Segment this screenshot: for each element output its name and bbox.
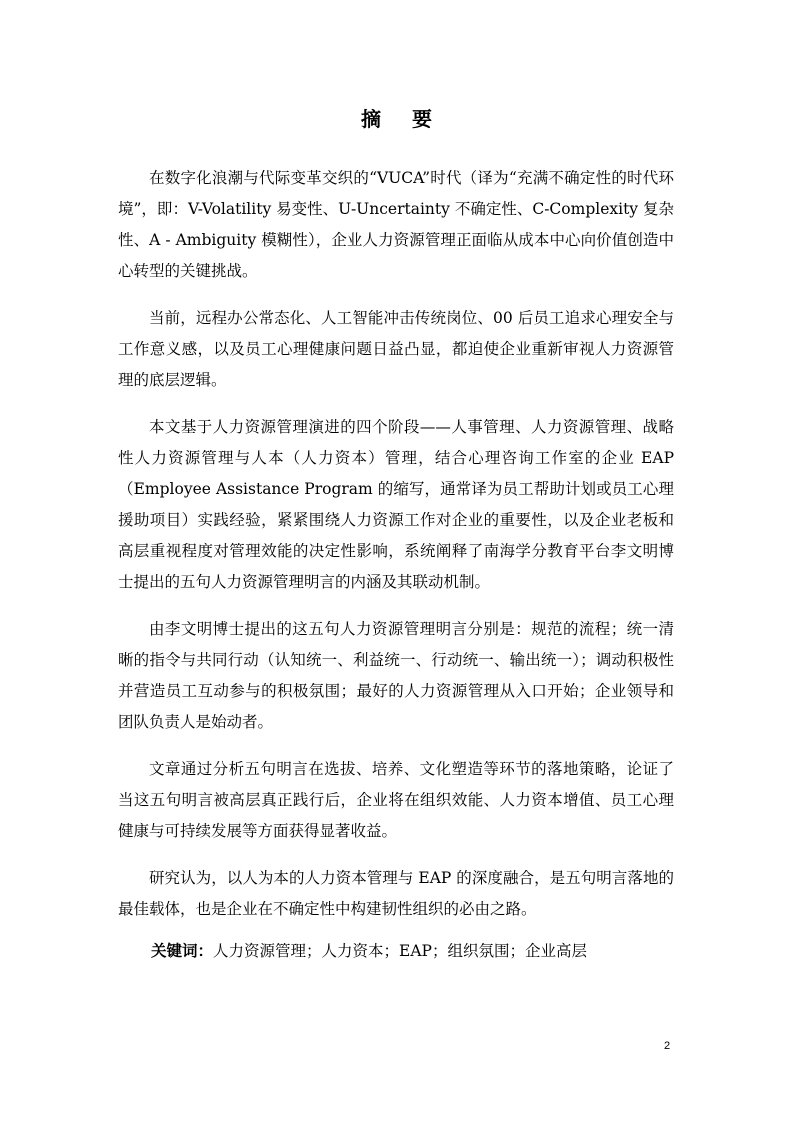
abstract-paragraph-4: 由李文明博士提出的这五句人力资源管理明言分别是：规范的流程；统一清晰的指令与共同行动（认知统一、利益统一、行动统一、输出统一）；调动积极性并营造员工互动参与的积极氛围；最好的人力资源管理从入口开始；企业领导和团队负责人是始动者。 <box>118 620 674 731</box>
abstract-body <box>118 163 674 941</box>
abstract-paragraph-5: 文章通过分析五句明言在选拔、培养、文化塑造等环节的落地策略，论证了当这五句明言被高层真正践行后，企业将在组织效能、人力资本增值、员工心理健康与可持续发展等方面获得显著收益。 <box>118 760 674 840</box>
page-title: 摘 要 <box>361 107 444 131</box>
page-number: 2 <box>664 1040 671 1052</box>
keywords-label: 关键词： <box>151 942 214 960</box>
abstract-paragraph-1: 在数字化浪潮与代际变革交织的“VUCA”时代（译为“充满不确定性的时代环境”，即：V-Volatility 易变性、U-Uncertainty 不确定性、C-Complexity 复杂性、A - Ambiguity 模糊性），企业人力资源管理正面临从成本中心向价值创造中心转型的关键挑战。 <box>118 169 674 280</box>
abstract-paragraph-6: 研究认为，以人为本的人力资本管理与 EAP 的深度融合，是五句明言落地的最佳载体，也是企业在不确定性中构建韧性组织的必由之路。 <box>118 869 674 918</box>
abstract-paragraph-3: 本文基于人力资源管理演进的四个阶段——人事管理、人力资源管理、战略性人力资源管理与人本（人力资本）管理，结合心理咨询工作室的企业 EAP（Employee Assistance Program 的缩写，通常译为员工帮助计划或员工心理援助项目）实践经验，紧紧围绕人力资源工作对企业的重要性，以及企业老板和高层重视程度对管理效能的决定性影响，系统阐释了南海学分教育平台李文明博士提出的五句人力资源管理明言的内涵及其联动机制。 <box>118 418 674 591</box>
keywords-list: 人力资源管理；人力资本；EAP；组织氛围；企业高层 <box>213 942 587 960</box>
keywords-line <box>151 937 671 965</box>
abstract-paragraph-2: 当前，远程办公常态化、人工智能冲击传统岗位、00 后员工追求心理安全与工作意义感，以及员工心理健康问题日益凸显，都迫使企业重新审视人力资源管理的底层逻辑。 <box>118 309 674 389</box>
